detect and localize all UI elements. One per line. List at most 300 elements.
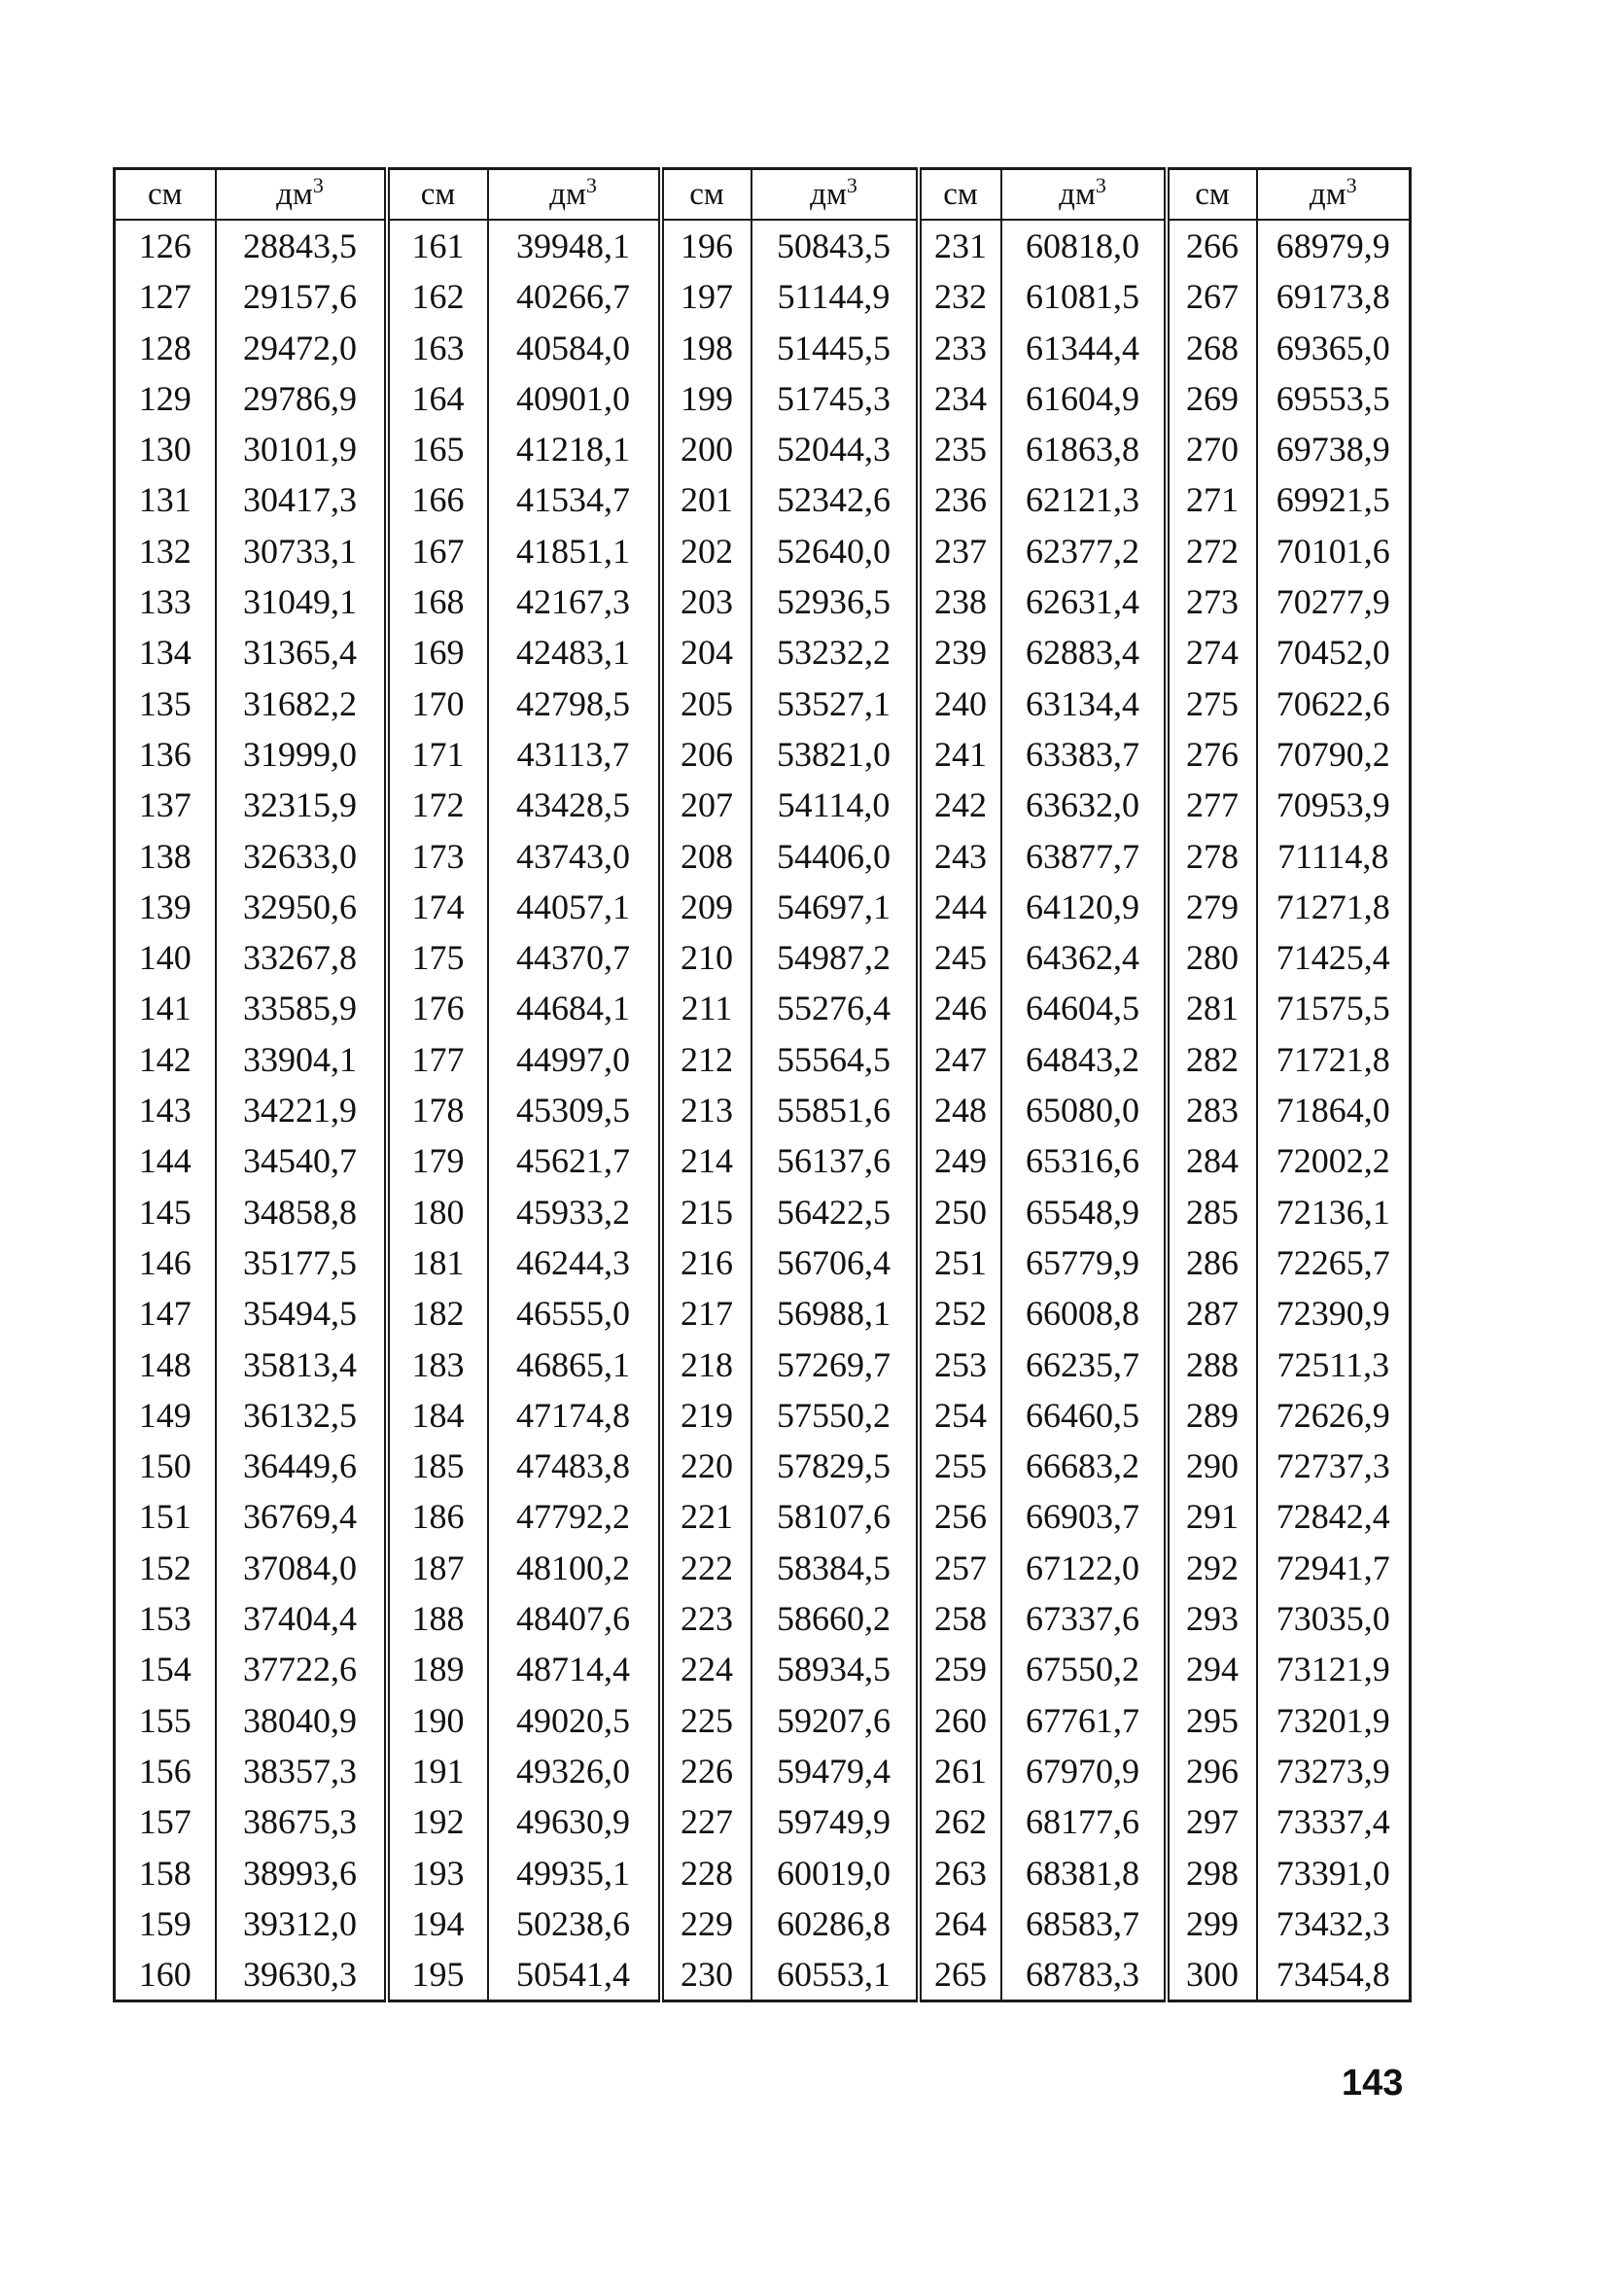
cell-cm: 232 bbox=[919, 271, 1001, 322]
cell-dm3: 37722,6 bbox=[216, 1644, 387, 1694]
cell-dm3: 42798,5 bbox=[488, 678, 661, 729]
cell-dm3: 63632,0 bbox=[1001, 780, 1167, 830]
cell-cm: 252 bbox=[919, 1288, 1001, 1339]
cell-dm3: 64120,9 bbox=[1001, 882, 1167, 932]
cell-dm3: 45933,2 bbox=[488, 1187, 661, 1237]
cell-cm: 299 bbox=[1167, 1898, 1257, 1949]
cell-cm: 294 bbox=[1167, 1644, 1257, 1694]
cell-cm: 276 bbox=[1167, 729, 1257, 780]
cell-cm: 274 bbox=[1167, 627, 1257, 678]
cell-cm: 271 bbox=[1167, 474, 1257, 525]
cell-dm3: 72390,9 bbox=[1257, 1288, 1411, 1339]
cell-cm: 285 bbox=[1167, 1187, 1257, 1237]
column-header-dm3 bbox=[216, 169, 387, 221]
cell-dm3: 62377,2 bbox=[1001, 526, 1167, 576]
cell-cm: 281 bbox=[1167, 983, 1257, 1033]
cell-cm: 155 bbox=[115, 1695, 216, 1746]
cell-dm3: 41851,1 bbox=[488, 526, 661, 576]
cell-cm: 224 bbox=[661, 1644, 752, 1694]
cell-dm3: 32315,9 bbox=[216, 780, 387, 830]
cell-cm: 141 bbox=[115, 983, 216, 1033]
cell-dm3: 65548,9 bbox=[1001, 1187, 1167, 1237]
cell-cm: 151 bbox=[115, 1491, 216, 1542]
cell-cm: 215 bbox=[661, 1187, 752, 1237]
cell-cm: 176 bbox=[387, 983, 488, 1033]
cell-cm: 145 bbox=[115, 1187, 216, 1237]
cell-cm: 212 bbox=[661, 1034, 752, 1085]
table-row bbox=[115, 1339, 1411, 1390]
cell-cm: 229 bbox=[661, 1898, 752, 1949]
cell-dm3: 66460,5 bbox=[1001, 1390, 1167, 1441]
cell-dm3: 71864,0 bbox=[1257, 1085, 1411, 1135]
cell-cm: 238 bbox=[919, 576, 1001, 627]
cell-dm3: 28843,5 bbox=[216, 220, 387, 271]
cell-dm3: 68979,9 bbox=[1257, 220, 1411, 271]
cell-cm: 218 bbox=[661, 1339, 752, 1390]
cell-dm3: 72941,7 bbox=[1257, 1543, 1411, 1593]
cell-dm3: 51745,3 bbox=[752, 373, 919, 424]
cell-dm3: 35813,4 bbox=[216, 1339, 387, 1390]
cell-cm: 160 bbox=[115, 1949, 216, 2001]
cell-dm3: 38993,6 bbox=[216, 1848, 387, 1898]
cell-cm: 207 bbox=[661, 780, 752, 830]
cell-cm: 177 bbox=[387, 1034, 488, 1085]
cell-cm: 153 bbox=[115, 1593, 216, 1644]
cell-dm3: 36449,6 bbox=[216, 1441, 387, 1491]
cell-cm: 248 bbox=[919, 1085, 1001, 1135]
cell-cm: 150 bbox=[115, 1441, 216, 1491]
cell-cm: 270 bbox=[1167, 424, 1257, 474]
cell-dm3: 54987,2 bbox=[752, 932, 919, 983]
cell-cm: 199 bbox=[661, 373, 752, 424]
cell-cm: 129 bbox=[115, 373, 216, 424]
cell-dm3: 61081,5 bbox=[1001, 271, 1167, 322]
cell-cm: 135 bbox=[115, 678, 216, 729]
cell-dm3: 70101,6 bbox=[1257, 526, 1411, 576]
cell-cm: 225 bbox=[661, 1695, 752, 1746]
cell-cm: 137 bbox=[115, 780, 216, 830]
cell-cm: 186 bbox=[387, 1491, 488, 1542]
cell-dm3: 38040,9 bbox=[216, 1695, 387, 1746]
cell-cm: 231 bbox=[919, 220, 1001, 271]
cell-cm: 223 bbox=[661, 1593, 752, 1644]
cell-cm: 159 bbox=[115, 1898, 216, 1949]
cell-dm3: 69173,8 bbox=[1257, 271, 1411, 322]
cell-dm3: 67761,7 bbox=[1001, 1695, 1167, 1746]
table-row bbox=[115, 1593, 1411, 1644]
cell-dm3: 70790,2 bbox=[1257, 729, 1411, 780]
cell-dm3: 57829,5 bbox=[752, 1441, 919, 1491]
cell-cm: 172 bbox=[387, 780, 488, 830]
cell-cm: 143 bbox=[115, 1085, 216, 1135]
cell-cm: 277 bbox=[1167, 780, 1257, 830]
cell-cm: 250 bbox=[919, 1187, 1001, 1237]
cell-cm: 235 bbox=[919, 424, 1001, 474]
cell-dm3: 39312,0 bbox=[216, 1898, 387, 1949]
cell-dm3: 53232,2 bbox=[752, 627, 919, 678]
cell-dm3: 72626,9 bbox=[1257, 1390, 1411, 1441]
cell-dm3: 54406,0 bbox=[752, 831, 919, 882]
table-row bbox=[115, 1034, 1411, 1085]
cell-dm3: 34221,9 bbox=[216, 1085, 387, 1135]
cell-dm3: 56988,1 bbox=[752, 1288, 919, 1339]
cell-cm: 163 bbox=[387, 323, 488, 373]
column-header-dm3-exponent: 3 bbox=[312, 173, 324, 197]
cell-cm: 272 bbox=[1167, 526, 1257, 576]
cell-dm3: 39948,1 bbox=[488, 220, 661, 271]
cell-cm: 273 bbox=[1167, 576, 1257, 627]
cell-dm3: 40266,7 bbox=[488, 271, 661, 322]
cell-cm: 195 bbox=[387, 1949, 488, 2001]
cell-dm3: 70953,9 bbox=[1257, 780, 1411, 830]
cell-cm: 261 bbox=[919, 1746, 1001, 1796]
table-row bbox=[115, 1949, 1411, 2001]
cell-dm3: 48100,2 bbox=[488, 1543, 661, 1593]
column-header-dm3-exponent: 3 bbox=[585, 173, 597, 197]
cell-cm: 240 bbox=[919, 678, 1001, 729]
cell-dm3: 49020,5 bbox=[488, 1695, 661, 1746]
column-header-cm bbox=[919, 169, 1001, 221]
cell-dm3: 43113,7 bbox=[488, 729, 661, 780]
cell-dm3: 55851,6 bbox=[752, 1085, 919, 1135]
cell-dm3: 43743,0 bbox=[488, 831, 661, 882]
cell-dm3: 57550,2 bbox=[752, 1390, 919, 1441]
cell-cm: 157 bbox=[115, 1796, 216, 1847]
cell-cm: 198 bbox=[661, 323, 752, 373]
cell-dm3: 59207,6 bbox=[752, 1695, 919, 1746]
cell-dm3: 41534,7 bbox=[488, 474, 661, 525]
cell-cm: 246 bbox=[919, 983, 1001, 1033]
cell-dm3: 59479,4 bbox=[752, 1746, 919, 1796]
cell-dm3: 62883,4 bbox=[1001, 627, 1167, 678]
cell-dm3: 41218,1 bbox=[488, 424, 661, 474]
cell-dm3: 62121,3 bbox=[1001, 474, 1167, 525]
cell-cm: 221 bbox=[661, 1491, 752, 1542]
cell-cm: 293 bbox=[1167, 1593, 1257, 1644]
cell-cm: 243 bbox=[919, 831, 1001, 882]
cell-dm3: 72002,2 bbox=[1257, 1135, 1411, 1186]
cell-cm: 168 bbox=[387, 576, 488, 627]
cell-cm: 251 bbox=[919, 1237, 1001, 1288]
cell-cm: 258 bbox=[919, 1593, 1001, 1644]
cell-dm3: 62631,4 bbox=[1001, 576, 1167, 627]
cell-cm: 191 bbox=[387, 1746, 488, 1796]
cell-cm: 256 bbox=[919, 1491, 1001, 1542]
cell-cm: 298 bbox=[1167, 1848, 1257, 1898]
cell-dm3: 49630,9 bbox=[488, 1796, 661, 1847]
cell-cm: 287 bbox=[1167, 1288, 1257, 1339]
cell-cm: 133 bbox=[115, 576, 216, 627]
cell-cm: 217 bbox=[661, 1288, 752, 1339]
cell-cm: 188 bbox=[387, 1593, 488, 1644]
cell-cm: 234 bbox=[919, 373, 1001, 424]
cell-dm3: 58107,6 bbox=[752, 1491, 919, 1542]
cell-dm3: 60286,8 bbox=[752, 1898, 919, 1949]
cell-cm: 219 bbox=[661, 1390, 752, 1441]
cell-dm3: 72511,3 bbox=[1257, 1339, 1411, 1390]
cell-dm3: 29786,9 bbox=[216, 373, 387, 424]
column-header-dm3 bbox=[1001, 169, 1167, 221]
cell-cm: 227 bbox=[661, 1796, 752, 1847]
column-header-dm3-label: дм bbox=[549, 177, 586, 212]
cell-dm3: 55564,5 bbox=[752, 1034, 919, 1085]
cell-cm: 289 bbox=[1167, 1390, 1257, 1441]
cell-dm3: 56422,5 bbox=[752, 1187, 919, 1237]
cell-cm: 164 bbox=[387, 373, 488, 424]
cell-cm: 209 bbox=[661, 882, 752, 932]
cell-dm3: 57269,7 bbox=[752, 1339, 919, 1390]
column-header-dm3-label: дм bbox=[810, 177, 847, 212]
cell-cm: 249 bbox=[919, 1135, 1001, 1186]
cell-dm3: 73454,8 bbox=[1257, 1949, 1411, 2001]
cell-cm: 138 bbox=[115, 831, 216, 882]
cell-dm3: 52342,6 bbox=[752, 474, 919, 525]
table-row bbox=[115, 576, 1411, 627]
cell-cm: 260 bbox=[919, 1695, 1001, 1746]
cell-dm3: 33267,8 bbox=[216, 932, 387, 983]
cell-dm3: 34858,8 bbox=[216, 1187, 387, 1237]
cell-cm: 180 bbox=[387, 1187, 488, 1237]
cell-cm: 282 bbox=[1167, 1034, 1257, 1085]
cell-cm: 185 bbox=[387, 1441, 488, 1491]
cell-cm: 146 bbox=[115, 1237, 216, 1288]
cell-dm3: 29472,0 bbox=[216, 323, 387, 373]
cell-dm3: 43428,5 bbox=[488, 780, 661, 830]
cell-cm: 257 bbox=[919, 1543, 1001, 1593]
cell-dm3: 39630,3 bbox=[216, 1949, 387, 2001]
cell-cm: 264 bbox=[919, 1898, 1001, 1949]
cell-cm: 288 bbox=[1167, 1339, 1257, 1390]
cell-cm: 244 bbox=[919, 882, 1001, 932]
table-row bbox=[115, 474, 1411, 525]
cell-dm3: 67550,2 bbox=[1001, 1644, 1167, 1694]
cell-cm: 171 bbox=[387, 729, 488, 780]
cell-cm: 182 bbox=[387, 1288, 488, 1339]
cell-dm3: 32633,0 bbox=[216, 831, 387, 882]
cell-cm: 194 bbox=[387, 1898, 488, 1949]
cell-cm: 265 bbox=[919, 1949, 1001, 2001]
cell-dm3: 72136,1 bbox=[1257, 1187, 1411, 1237]
cell-dm3: 58384,5 bbox=[752, 1543, 919, 1593]
cell-dm3: 38357,3 bbox=[216, 1746, 387, 1796]
cell-cm: 175 bbox=[387, 932, 488, 983]
cell-cm: 169 bbox=[387, 627, 488, 678]
cell-dm3: 73201,9 bbox=[1257, 1695, 1411, 1746]
cell-dm3: 46555,0 bbox=[488, 1288, 661, 1339]
cell-cm: 247 bbox=[919, 1034, 1001, 1085]
table-row bbox=[115, 729, 1411, 780]
cell-cm: 166 bbox=[387, 474, 488, 525]
cell-cm: 211 bbox=[661, 983, 752, 1033]
cell-dm3: 37404,4 bbox=[216, 1593, 387, 1644]
cell-cm: 161 bbox=[387, 220, 488, 271]
column-header-cm bbox=[115, 169, 216, 221]
cell-cm: 184 bbox=[387, 1390, 488, 1441]
cell-dm3: 30733,1 bbox=[216, 526, 387, 576]
table-row bbox=[115, 1085, 1411, 1135]
cell-cm: 142 bbox=[115, 1034, 216, 1085]
cell-dm3: 56706,4 bbox=[752, 1237, 919, 1288]
table-row bbox=[115, 1695, 1411, 1746]
cell-dm3: 71114,8 bbox=[1257, 831, 1411, 882]
cell-dm3: 44997,0 bbox=[488, 1034, 661, 1085]
column-header-cm bbox=[661, 169, 752, 221]
cell-dm3: 71721,8 bbox=[1257, 1034, 1411, 1085]
cell-dm3: 36132,5 bbox=[216, 1390, 387, 1441]
cell-cm: 222 bbox=[661, 1543, 752, 1593]
table-row bbox=[115, 831, 1411, 882]
cell-cm: 253 bbox=[919, 1339, 1001, 1390]
cell-cm: 278 bbox=[1167, 831, 1257, 882]
column-header-cm-label: см bbox=[147, 177, 183, 212]
column-header-cm-label: см bbox=[420, 177, 456, 212]
cell-cm: 266 bbox=[1167, 220, 1257, 271]
cell-cm: 136 bbox=[115, 729, 216, 780]
cell-dm3: 71425,4 bbox=[1257, 932, 1411, 983]
cell-cm: 284 bbox=[1167, 1135, 1257, 1186]
cell-dm3: 61604,9 bbox=[1001, 373, 1167, 424]
cell-cm: 190 bbox=[387, 1695, 488, 1746]
cell-dm3: 73121,9 bbox=[1257, 1644, 1411, 1694]
cell-dm3: 58934,5 bbox=[752, 1644, 919, 1694]
cell-dm3: 69921,5 bbox=[1257, 474, 1411, 525]
cell-dm3: 53527,1 bbox=[752, 678, 919, 729]
cell-dm3: 73035,0 bbox=[1257, 1593, 1411, 1644]
cell-cm: 295 bbox=[1167, 1695, 1257, 1746]
cell-dm3: 72842,4 bbox=[1257, 1491, 1411, 1542]
cell-dm3: 60553,1 bbox=[752, 1949, 919, 2001]
cell-cm: 226 bbox=[661, 1746, 752, 1796]
cell-cm: 292 bbox=[1167, 1543, 1257, 1593]
cell-cm: 126 bbox=[115, 220, 216, 271]
cell-cm: 139 bbox=[115, 882, 216, 932]
cell-dm3: 45309,5 bbox=[488, 1085, 661, 1135]
column-header-dm3-exponent: 3 bbox=[1346, 173, 1357, 197]
cell-dm3: 66008,8 bbox=[1001, 1288, 1167, 1339]
cell-cm: 241 bbox=[919, 729, 1001, 780]
cell-dm3: 31365,4 bbox=[216, 627, 387, 678]
cell-cm: 237 bbox=[919, 526, 1001, 576]
cell-dm3: 49326,0 bbox=[488, 1746, 661, 1796]
cell-cm: 158 bbox=[115, 1848, 216, 1898]
column-header-cm-label: см bbox=[1195, 177, 1230, 212]
cell-dm3: 49935,1 bbox=[488, 1848, 661, 1898]
cell-dm3: 66683,2 bbox=[1001, 1441, 1167, 1491]
cell-dm3: 50541,4 bbox=[488, 1949, 661, 2001]
cell-dm3: 30101,9 bbox=[216, 424, 387, 474]
column-header-cm-label: см bbox=[689, 177, 724, 212]
cell-cm: 204 bbox=[661, 627, 752, 678]
cell-dm3: 61863,8 bbox=[1001, 424, 1167, 474]
cell-cm: 131 bbox=[115, 474, 216, 525]
cell-cm: 203 bbox=[661, 576, 752, 627]
cell-dm3: 64604,5 bbox=[1001, 983, 1167, 1033]
column-header-dm3 bbox=[488, 169, 661, 221]
cell-cm: 263 bbox=[919, 1848, 1001, 1898]
cell-cm: 178 bbox=[387, 1085, 488, 1135]
cell-cm: 181 bbox=[387, 1237, 488, 1288]
table-row bbox=[115, 983, 1411, 1033]
cell-cm: 206 bbox=[661, 729, 752, 780]
cell-dm3: 54114,0 bbox=[752, 780, 919, 830]
cell-dm3: 46244,3 bbox=[488, 1237, 661, 1288]
cell-dm3: 68381,8 bbox=[1001, 1848, 1167, 1898]
table-row bbox=[115, 424, 1411, 474]
cell-dm3: 32950,6 bbox=[216, 882, 387, 932]
table-row bbox=[115, 271, 1411, 322]
table-row bbox=[115, 627, 1411, 678]
cell-cm: 193 bbox=[387, 1848, 488, 1898]
cell-cm: 167 bbox=[387, 526, 488, 576]
column-header-cm-label: см bbox=[943, 177, 978, 212]
cell-cm: 196 bbox=[661, 220, 752, 271]
cell-cm: 230 bbox=[661, 1949, 752, 2001]
cell-cm: 280 bbox=[1167, 932, 1257, 983]
table-row bbox=[115, 1898, 1411, 1949]
column-header-dm3-label: дм bbox=[1309, 177, 1346, 212]
cell-dm3: 38675,3 bbox=[216, 1796, 387, 1847]
cell-dm3: 70452,0 bbox=[1257, 627, 1411, 678]
cell-cm: 165 bbox=[387, 424, 488, 474]
cell-cm: 268 bbox=[1167, 323, 1257, 373]
cell-cm: 187 bbox=[387, 1543, 488, 1593]
cell-cm: 236 bbox=[919, 474, 1001, 525]
cell-dm3: 50843,5 bbox=[752, 220, 919, 271]
table-row bbox=[115, 526, 1411, 576]
cell-dm3: 70622,6 bbox=[1257, 678, 1411, 729]
cell-dm3: 54697,1 bbox=[752, 882, 919, 932]
cell-cm: 183 bbox=[387, 1339, 488, 1390]
cell-cm: 152 bbox=[115, 1543, 216, 1593]
cell-cm: 173 bbox=[387, 831, 488, 882]
cell-dm3: 42167,3 bbox=[488, 576, 661, 627]
cell-cm: 220 bbox=[661, 1441, 752, 1491]
cell-cm: 286 bbox=[1167, 1237, 1257, 1288]
cell-cm: 213 bbox=[661, 1085, 752, 1135]
cell-dm3: 68177,6 bbox=[1001, 1796, 1167, 1847]
cell-dm3: 64362,4 bbox=[1001, 932, 1167, 983]
cell-dm3: 52936,5 bbox=[752, 576, 919, 627]
table-row bbox=[115, 1288, 1411, 1339]
cell-dm3: 31049,1 bbox=[216, 576, 387, 627]
volume-table bbox=[113, 167, 1412, 2002]
cell-cm: 154 bbox=[115, 1644, 216, 1694]
cell-cm: 127 bbox=[115, 271, 216, 322]
cell-cm: 228 bbox=[661, 1848, 752, 1898]
cell-dm3: 61344,4 bbox=[1001, 323, 1167, 373]
cell-dm3: 36769,4 bbox=[216, 1491, 387, 1542]
cell-dm3: 73391,0 bbox=[1257, 1848, 1411, 1898]
cell-dm3: 31999,0 bbox=[216, 729, 387, 780]
cell-dm3: 63877,7 bbox=[1001, 831, 1167, 882]
table-row bbox=[115, 1796, 1411, 1847]
cell-dm3: 69365,0 bbox=[1257, 323, 1411, 373]
column-header-dm3 bbox=[752, 169, 919, 221]
cell-dm3: 72737,3 bbox=[1257, 1441, 1411, 1491]
cell-dm3: 29157,6 bbox=[216, 271, 387, 322]
table-row bbox=[115, 1491, 1411, 1542]
cell-dm3: 58660,2 bbox=[752, 1593, 919, 1644]
column-header-cm bbox=[1167, 169, 1257, 221]
table-row bbox=[115, 220, 1411, 271]
cell-dm3: 65080,0 bbox=[1001, 1085, 1167, 1135]
cell-cm: 216 bbox=[661, 1237, 752, 1288]
cell-dm3: 44370,7 bbox=[488, 932, 661, 983]
cell-cm: 174 bbox=[387, 882, 488, 932]
cell-dm3: 47792,2 bbox=[488, 1491, 661, 1542]
column-header-dm3-label: дм bbox=[1059, 177, 1096, 212]
cell-dm3: 44057,1 bbox=[488, 882, 661, 932]
